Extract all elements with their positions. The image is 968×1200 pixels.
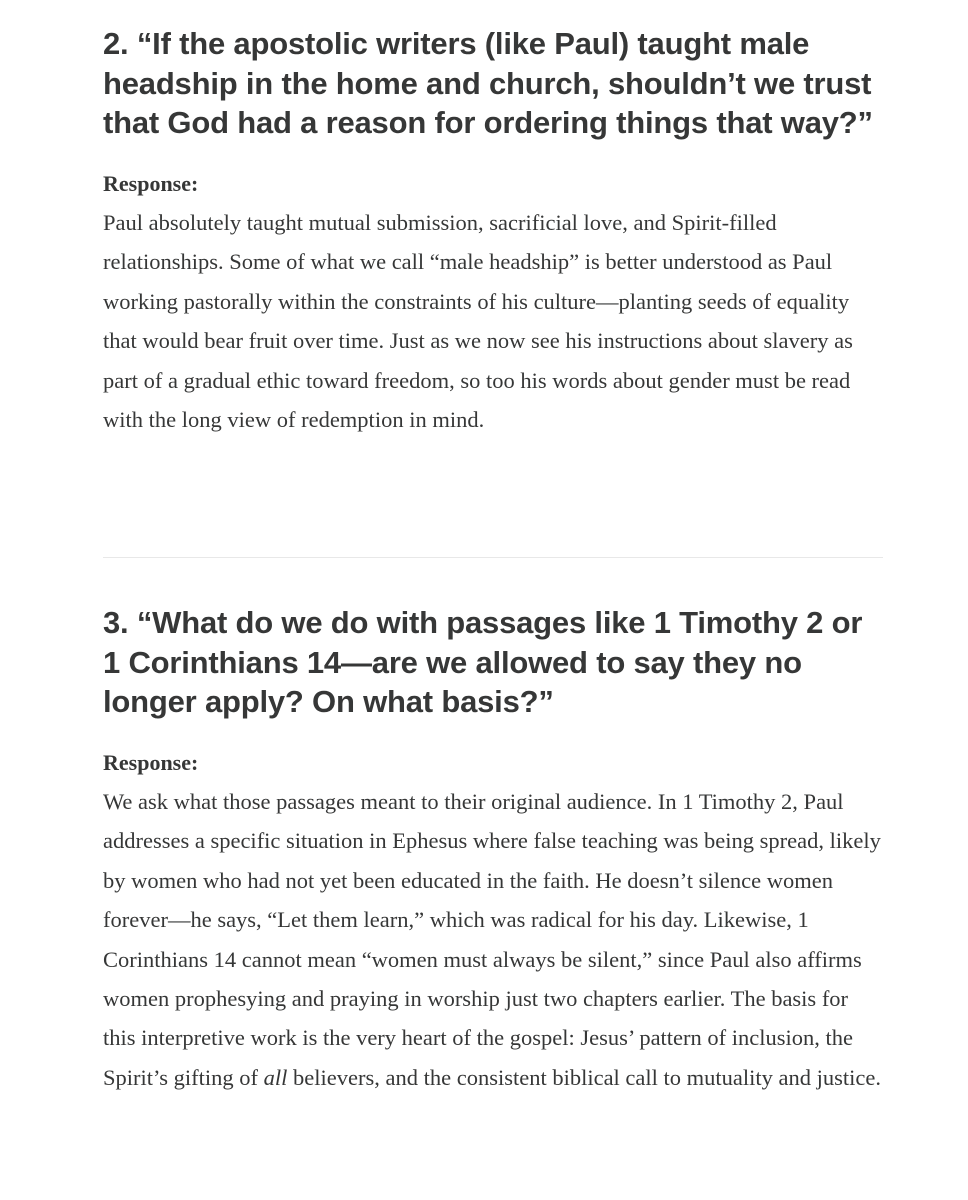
section-divider — [103, 557, 883, 558]
response-text — [103, 203, 883, 439]
question-heading: 3. “What do we do with passages like 1 Timothy 2 or 1 Corinthians 14—are we allowed to say they no longer apply? On what basis?” — [103, 605, 863, 719]
question-heading: 2. “If the apostolic writers (like Paul) taught male headship in the home and church, shouldn’t we trust that God had a reason for ordering things that way?” — [103, 26, 873, 140]
response-label: Response: — [103, 170, 199, 196]
emphasis-all: all — [263, 1064, 288, 1090]
response-text-part: Paul absolutely taught mutual submission, sacrificial love, and Spirit-filled relationships. Some of what we call “male headship” is better understood as Paul working pastorally within the constraints of his culture—planting seeds of equality that would bear fruit over time. Just as we now see his instructions about slavery as part of a gradual ethic toward freedom, so too his words about gender must be read with the long view of redemption in mind. — [103, 209, 853, 432]
faq-section-3 — [103, 603, 883, 1097]
response-text-part: We ask what those passages meant to their original audience. In 1 Timothy 2, Paul addresses a specific situation in Ephesus where false teaching was being spread, likely by women who had not yet been educated in the faith. He doesn’t silence women forever—he says, “Let them learn,” which was radical for his day. Likewise, 1 Corinthians 14 cannot mean “women must always be silent,” since Paul also affirms women prophesying and praying in worship just two chapters earlier. The basis for this interpretive work is the very heart of the gospel: Jesus’ pattern of inclusion, the Spirit’s gifting of — [103, 788, 881, 1090]
faq-section-2 — [103, 0, 883, 439]
response-label: Response: — [103, 749, 199, 775]
response-text-part: believers, and the consistent biblical call to mutuality and justice. — [287, 1064, 881, 1090]
response-text — [103, 782, 883, 1097]
